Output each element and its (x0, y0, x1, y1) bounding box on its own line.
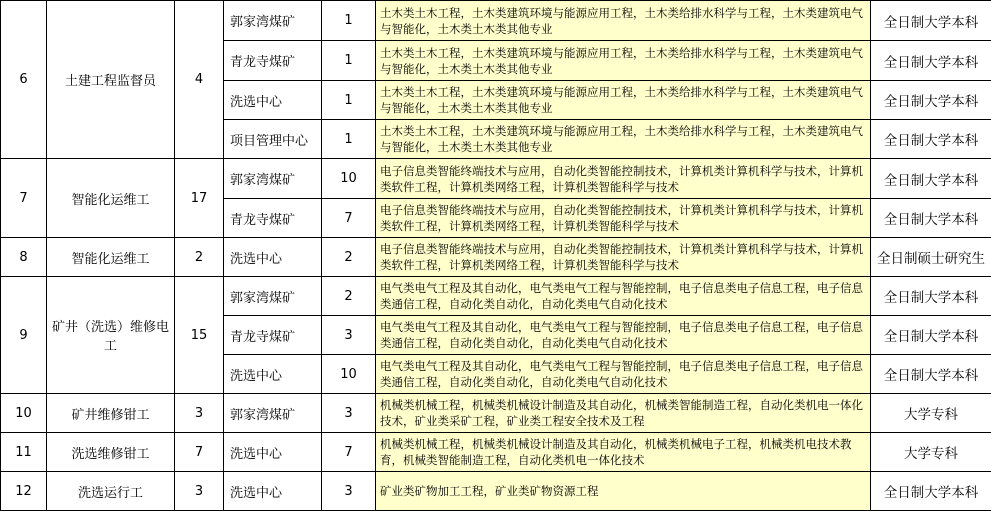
major-requirement: 机械类机械工程，机械类机械设计制造及其自动化，机械类机械电子工程，机械类机电技术教育，机械类智能制造工程，自动化类机电一体化技术 (376, 433, 871, 472)
total-count: 3 (175, 394, 224, 433)
table-row (1, 238, 991, 277)
seq-number: 8 (1, 238, 47, 277)
post-name: 矿井（洗选）维修电工 (47, 277, 175, 394)
major-requirement: 土木类土木工程，土木类建筑环境与能源应用工程，土木类给排水科学与工程，土木类建筑电气与智能化，土木类土木类其他专业 (376, 81, 871, 120)
post-name: 洗选维修钳工 (47, 433, 175, 472)
location: 郭家湾煤矿 (224, 159, 322, 199)
position-count: 3 (322, 394, 376, 433)
degree-requirement: 全日制大学本科 (871, 159, 991, 199)
location: 青龙寺煤矿 (224, 199, 322, 238)
major-requirement: 电子信息类智能终端技术与应用，自动化类智能控制技术，计算机类计算机科学与技术，计算机类软件工程，计算机类网络工程，计算机类智能科学与技术 (376, 159, 871, 199)
degree-requirement: 全日制大学本科 (871, 120, 991, 159)
degree-requirement: 全日制硕士研究生 (871, 238, 991, 277)
position-count: 3 (322, 316, 376, 355)
location: 项目管理中心 (224, 120, 322, 159)
table-row (1, 433, 991, 472)
position-count: 1 (322, 41, 376, 81)
table-row (1, 1, 991, 41)
position-count: 10 (322, 355, 376, 394)
location: 洗选中心 (224, 81, 322, 120)
seq-number: 11 (1, 433, 47, 472)
location: 洗选中心 (224, 238, 322, 277)
total-count: 2 (175, 238, 224, 277)
position-count: 7 (322, 199, 376, 238)
total-count: 17 (175, 159, 224, 238)
major-requirement: 电子信息类智能终端技术与应用，自动化类智能控制技术，计算机类计算机科学与技术，计算机类软件工程，计算机类网络工程，计算机类智能科学与技术 (376, 199, 871, 238)
table-row (1, 277, 991, 316)
degree-requirement: 全日制大学本科 (871, 355, 991, 394)
major-requirement: 电气类电气工程及其自动化，电气类电气工程与智能控制，电子信息类电子信息工程，电子信息类通信工程，自动化类自动化，自动化类电气自动化技术 (376, 277, 871, 316)
position-count: 10 (322, 159, 376, 199)
major-requirement: 土木类土木工程，土木类建筑环境与能源应用工程，土木类给排水科学与工程，土木类建筑电气与智能化，土木类土木类其他专业 (376, 120, 871, 159)
position-count: 7 (322, 433, 376, 472)
location: 洗选中心 (224, 433, 322, 472)
table-row (1, 394, 991, 433)
location: 青龙寺煤矿 (224, 316, 322, 355)
position-count: 2 (322, 277, 376, 316)
location: 洗选中心 (224, 472, 322, 511)
post-name: 洗选运行工 (47, 472, 175, 511)
seq-number: 10 (1, 394, 47, 433)
location: 郭家湾煤矿 (224, 1, 322, 41)
total-count: 4 (175, 1, 224, 159)
major-requirement: 电子信息类智能终端技术与应用，自动化类智能控制技术，计算机类计算机科学与技术，计算机类软件工程，计算机类网络工程，计算机类智能科学与技术 (376, 238, 871, 277)
major-requirement: 土木类土木工程，土木类建筑环境与能源应用工程，土木类给排水科学与工程，土木类建筑电气与智能化，土木类土木类其他专业 (376, 1, 871, 41)
position-count: 1 (322, 120, 376, 159)
table-row (1, 472, 991, 511)
major-requirement: 机械类机械工程，机械类机械设计制造及其自动化，机械类智能制造工程，自动化类机电一体化技术，矿业类采矿工程，矿业类工程安全技术及工程 (376, 394, 871, 433)
table-row (1, 159, 991, 199)
location: 郭家湾煤矿 (224, 277, 322, 316)
post-name: 智能化运维工 (47, 159, 175, 238)
seq-number: 6 (1, 1, 47, 159)
degree-requirement: 全日制大学本科 (871, 1, 991, 41)
degree-requirement: 全日制大学本科 (871, 277, 991, 316)
total-count: 7 (175, 433, 224, 472)
seq-number: 7 (1, 159, 47, 238)
post-name: 矿井维修钳工 (47, 394, 175, 433)
position-count: 2 (322, 238, 376, 277)
position-count: 1 (322, 81, 376, 120)
degree-requirement: 全日制大学本科 (871, 472, 991, 511)
degree-requirement: 全日制大学本科 (871, 41, 991, 81)
major-requirement: 电气类电气工程及其自动化，电气类电气工程与智能控制，电子信息类电子信息工程，电子信息类通信工程，自动化类自动化，自动化类电气自动化技术 (376, 316, 871, 355)
post-name: 土建工程监督员 (47, 1, 175, 159)
location: 洗选中心 (224, 355, 322, 394)
seq-number: 9 (1, 277, 47, 394)
major-requirement: 矿业类矿物加工工程，矿业类矿物资源工程 (376, 472, 871, 511)
post-name: 智能化运维工 (47, 238, 175, 277)
degree-requirement: 大学专科 (871, 433, 991, 472)
degree-requirement: 大学专科 (871, 394, 991, 433)
major-requirement: 土木类土木工程，土木类建筑环境与能源应用工程，土木类给排水科学与工程，土木类建筑电气与智能化，土木类土木类其他专业 (376, 41, 871, 81)
location: 郭家湾煤矿 (224, 394, 322, 433)
major-requirement: 电气类电气工程及其自动化，电气类电气工程与智能控制，电子信息类电子信息工程，电子信息类通信工程，自动化类自动化，自动化类电气自动化技术 (376, 355, 871, 394)
position-count: 3 (322, 472, 376, 511)
seq-number: 12 (1, 472, 47, 511)
total-count: 15 (175, 277, 224, 394)
degree-requirement: 全日制大学本科 (871, 81, 991, 120)
total-count: 3 (175, 472, 224, 511)
degree-requirement: 全日制大学本科 (871, 316, 991, 355)
location: 青龙寺煤矿 (224, 41, 322, 81)
degree-requirement: 全日制大学本科 (871, 199, 991, 238)
position-count: 1 (322, 1, 376, 41)
